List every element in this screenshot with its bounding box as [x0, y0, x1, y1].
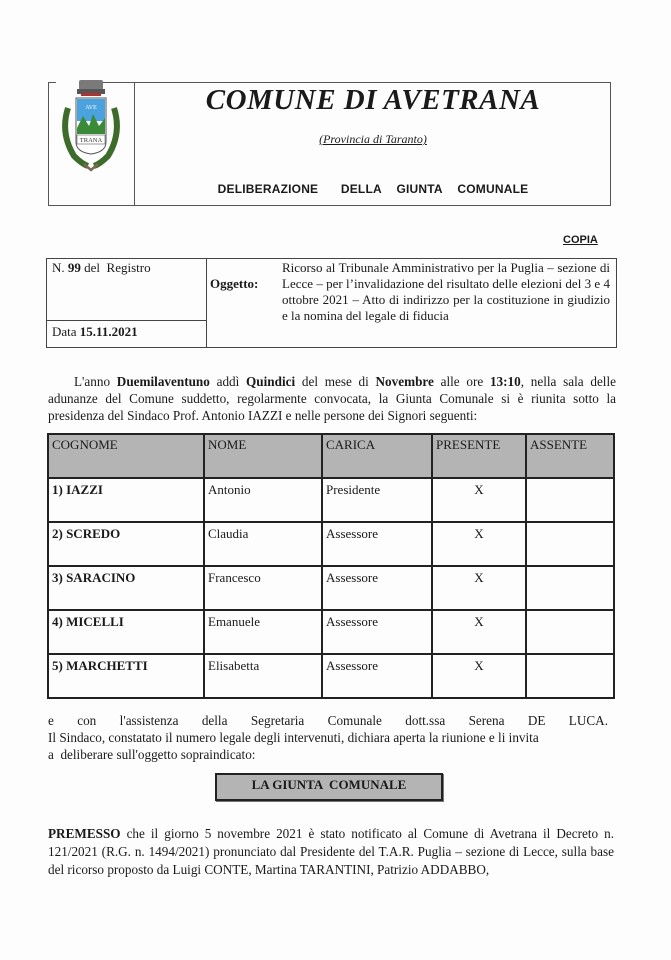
page-title: COMUNE DI AVETRANA: [205, 84, 541, 116]
header-presente: PRESENTE: [432, 434, 526, 478]
header-assente: ASSENTE: [526, 434, 614, 478]
cell-cognome: 5) MARCHETTI: [48, 654, 204, 698]
cell-nome: Elisabetta: [204, 654, 322, 698]
cell-cognome: 3) SARACINO: [48, 566, 204, 610]
cell-nome: Emanuele: [204, 610, 322, 654]
cell-nome: Francesco: [204, 566, 322, 610]
municipal-crest-icon: [60, 78, 122, 176]
cell-carica: Assessore: [322, 566, 432, 610]
cell-cognome: 2) SCREDO: [48, 522, 204, 566]
cell-cognome: 1) IAZZI: [48, 478, 204, 522]
assistenza-paragraph: e con l'assistenza della Segretaria Comunale dott.ssa Serena DE LUCA. Il Sindaco, constatato il numero legale degli intervenuti, dichiara aperta la riunione e li invita a deliberare sull'oggetto sopraindicato:: [48, 713, 608, 762]
copia-label: COPIA: [563, 234, 598, 246]
registro-number: N. 99 del Registro: [52, 260, 151, 275]
header-nome: NOME: [204, 434, 322, 478]
intro-paragraph: L'anno Duemilaventuno addì Quindici del mese di Novembre alle ore 13:10, nella sala delle adunanze del Comune suddetto, regolarmente convocata, la Giunta Comunale si è riunita sotto la presidenza del Sindaco Prof. Antonio IAZZI e nelle persone dei Signori seguenti:: [48, 374, 616, 423]
table-row: [48, 478, 614, 522]
registro-date: Data 15.11.2021: [52, 324, 138, 339]
header-cognome: COGNOME: [48, 434, 204, 478]
svg-text:TRANA: TRANA: [79, 137, 103, 144]
cell-carica: Assessore: [322, 610, 432, 654]
cell-assente: [526, 522, 614, 566]
giunta-heading: LA GIUNTA COMUNALE: [215, 773, 443, 801]
cell-carica: Assessore: [322, 654, 432, 698]
cell-carica: Presidente: [322, 478, 432, 522]
svg-text:AVE: AVE: [85, 105, 97, 111]
table-header-row: [48, 434, 614, 478]
table-row: [48, 654, 614, 698]
provincia-label: (Provincia di Taranto): [319, 132, 427, 146]
premesso-paragraph: PREMESSO che il giorno 5 novembre 2021 è stato notificato al Comune di Avetrana il Decreto n. 121/2021 (R.G. n. 1494/2021) pronunciato dal Presidente del T.A.R. Puglia – sezione di Lecce, sulla base del ricorso proposto da Luigi CONTE, Martina TARANTINI, Patrizio ADDABBO,: [48, 826, 614, 877]
cell-assente: [526, 654, 614, 698]
oggetto-label: Oggetto:: [210, 276, 259, 291]
table-row: [48, 522, 614, 566]
table-row: [48, 566, 614, 610]
cell-nome: Claudia: [204, 522, 322, 566]
cell-assente: [526, 478, 614, 522]
oggetto-text: Ricorso al Tribunale Amministrativo per la Puglia – sezione di Lecce – per l’invalidazione del risultato delle elezioni del 3 e 4 ottobre 2021 – Atto di indirizzo per la costituzione in giudizio e la nomina del legale di fiducia: [282, 260, 610, 323]
cell-assente: [526, 610, 614, 654]
cell-presente: X: [432, 610, 526, 654]
cell-presente: X: [432, 522, 526, 566]
header-carica: CARICA: [322, 434, 432, 478]
cell-presente: X: [432, 478, 526, 522]
cell-presente: X: [432, 566, 526, 610]
cell-cognome: 4) MICELLI: [48, 610, 204, 654]
cell-assente: [526, 566, 614, 610]
table-row: [48, 610, 614, 654]
cell-presente: X: [432, 654, 526, 698]
document-subtitle: DELIBERAZIONE DELLA GIUNTA COMUNALE: [217, 182, 529, 196]
cell-carica: Assessore: [322, 522, 432, 566]
cell-nome: Antonio: [204, 478, 322, 522]
attendance-table: [47, 433, 615, 699]
